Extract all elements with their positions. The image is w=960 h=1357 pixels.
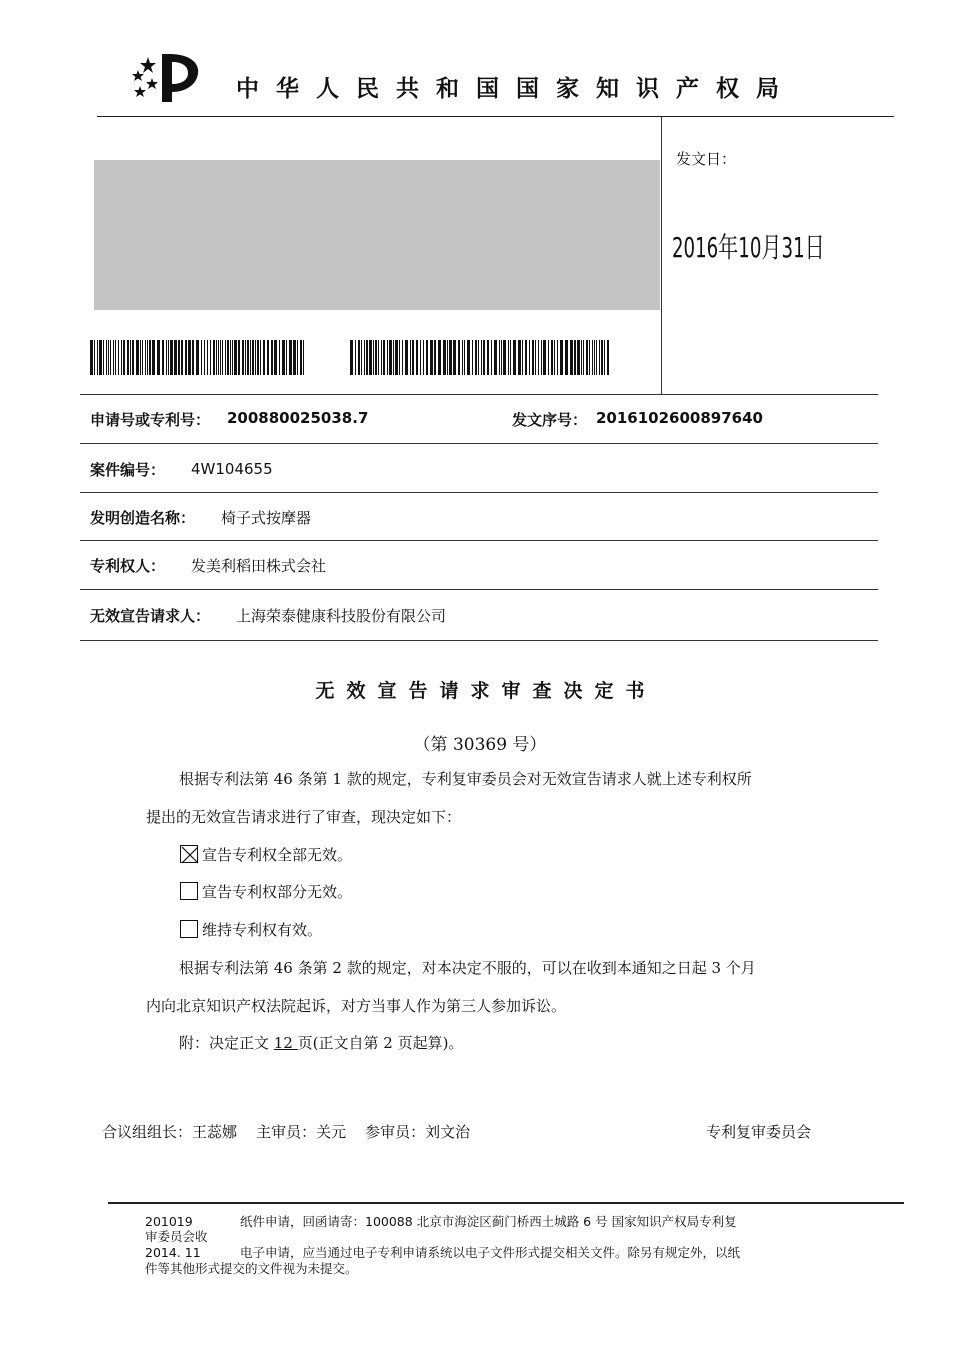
application-number-label: 申请号或专利号：	[90, 411, 211, 429]
rule-2	[80, 443, 878, 444]
barcode-bar	[103, 340, 104, 375]
barcode-bar	[551, 340, 553, 375]
barcode-bar	[601, 340, 603, 375]
barcode-bar	[355, 340, 356, 375]
barcode-bar	[592, 340, 593, 375]
barcode-bar	[395, 340, 398, 375]
attachment-suffix: 页(正文自第 2 页起算)。	[297, 1034, 464, 1052]
footer-code-1: 201019	[145, 1214, 193, 1229]
barcode-bar	[399, 340, 400, 375]
barcode-bar	[152, 340, 155, 375]
barcode-bar	[108, 340, 109, 375]
barcode-bar	[286, 340, 287, 375]
option-label: 宣告专利权部分无效。	[202, 883, 353, 901]
barcode-bar	[378, 340, 379, 375]
barcode-bar	[434, 340, 436, 375]
barcode-bar	[201, 340, 202, 375]
patentee-label: 专利权人：	[90, 557, 166, 575]
rule-3	[80, 492, 878, 493]
barcode-bar	[168, 340, 169, 375]
invention-name-label: 发明创造名称：	[90, 509, 196, 527]
requester-value: 上海荣泰健康科技股份有限公司	[236, 607, 447, 625]
send-date-label: 发文日：	[676, 150, 737, 168]
barcode-bar	[227, 340, 229, 375]
barcode-bar	[157, 340, 160, 375]
barcode-bar	[387, 340, 388, 375]
barcode-bar	[532, 340, 534, 375]
barcode-bar	[250, 340, 251, 375]
barcode-bar	[438, 340, 441, 375]
barcode-bar	[293, 340, 296, 375]
barcode-bar	[535, 340, 536, 375]
application-number-value: 200880025038.7	[227, 409, 369, 427]
barcode-bar	[557, 340, 558, 375]
barcode-bar	[99, 340, 102, 375]
barcode-right	[350, 340, 612, 375]
barcode-bar	[140, 340, 141, 375]
option-label: 维持专利权有效。	[202, 921, 323, 939]
barcode-bar	[393, 340, 394, 375]
barcode-bar	[204, 340, 205, 375]
patentee-value: 发美利稻田株式会社	[191, 557, 327, 575]
barcode-bar	[297, 340, 298, 375]
barcode-bar	[147, 340, 148, 375]
paragraph-2-line-1: 根据专利法第 46 条第 2 款的规定，对本决定不服的，可以在收到本通知之日起 3 个月	[179, 959, 756, 977]
barcode-bar	[289, 340, 292, 375]
barcode-bar	[123, 340, 125, 375]
barcode-bar	[577, 340, 580, 375]
paragraph-1-line-1: 根据专利法第 46 条第 1 款的规定，专利复审委员会对无效宣告请求人就上述专利权所	[179, 770, 752, 788]
empty-box-icon	[180, 882, 198, 900]
doc-serial-value: 2016102600897640	[596, 409, 763, 427]
rule-4	[80, 540, 878, 541]
barcode-bar	[412, 340, 414, 375]
barcode-bar	[581, 340, 582, 375]
barcode-bar	[130, 340, 131, 375]
barcode-bar	[449, 340, 452, 375]
barcode-bar	[230, 340, 231, 375]
barcode-bar	[586, 340, 588, 375]
barcode-bar	[162, 340, 164, 375]
barcode-bar	[513, 340, 516, 375]
barcode-bar	[282, 340, 285, 375]
barcode-bar	[255, 340, 256, 375]
barcode-bar	[426, 340, 428, 375]
paragraph-2-line-2: 内向北京知识产权法院起诉，对方当事人作为第三人参加诉讼。	[146, 997, 567, 1015]
barcode-bar	[210, 340, 211, 375]
barcode-bar	[127, 340, 129, 375]
office-title: 中华人民共和国国家知识产权局	[236, 76, 796, 102]
barcode-bar	[234, 340, 237, 375]
barcode-bar	[494, 340, 497, 375]
barcode-bar	[274, 340, 277, 375]
footer-note-2-line-1: 电子申请，应当通过电子专利申请系统以电子文件形式提交相关文件。除另有规定外，以纸	[240, 1245, 741, 1260]
barcode-bar	[373, 340, 374, 375]
barcode-bar	[225, 340, 226, 375]
barcode-bar	[381, 340, 382, 375]
barcode-bar	[263, 340, 265, 375]
barcode-bar	[518, 340, 521, 375]
barcode-bar	[529, 340, 530, 375]
rule-1	[80, 394, 878, 395]
case-number-value: 4W104655	[191, 460, 273, 478]
option-label: 宣告专利权全部无效。	[202, 846, 353, 864]
barcode-bar	[410, 340, 411, 375]
barcode-bar	[560, 340, 563, 375]
barcode-bar	[491, 340, 492, 375]
barcode-bar	[423, 340, 424, 375]
barcode-bar	[499, 340, 500, 375]
attachment-page-count: 12	[273, 1034, 298, 1052]
barcode-bar	[170, 340, 173, 375]
empty-box-icon	[180, 920, 198, 938]
barcode-bar	[508, 340, 509, 375]
barcode-left	[90, 340, 306, 375]
barcode-bar	[358, 340, 360, 375]
panel-members: 合议组组长：王蕊娜 主审员：关元 参审员：刘文治	[102, 1123, 471, 1141]
barcode-bar	[510, 340, 511, 375]
barcode-bar	[207, 340, 208, 375]
barcode-bar	[487, 340, 489, 375]
barcode-bar	[522, 340, 523, 375]
barcode-bar	[257, 340, 259, 375]
barcode-bar	[115, 340, 116, 375]
barcode-bar	[462, 340, 463, 375]
barcode-bar	[594, 340, 595, 375]
barcode-bar	[458, 340, 460, 375]
barcode-bar	[113, 340, 114, 375]
barcode-bar	[213, 340, 215, 375]
barcode-bar	[543, 340, 546, 375]
barcode-bar	[369, 340, 372, 375]
barcode-bar	[90, 340, 93, 375]
date-divider	[661, 117, 662, 394]
barcode-bar	[467, 340, 470, 375]
barcode-bar	[389, 340, 392, 375]
barcode-bar	[242, 340, 244, 375]
paragraph-1-line-2: 提出的无效宣告请求进行了审查，现决定如下：	[146, 808, 462, 826]
barcode-bar	[106, 340, 107, 375]
barcode-bar	[252, 340, 254, 375]
barcode-bar	[596, 340, 597, 375]
barcode-bar	[196, 340, 199, 375]
barcode-bar	[475, 340, 477, 375]
barcode-bar	[364, 340, 365, 375]
barcode-bar	[166, 340, 167, 375]
barcode-bar	[420, 340, 421, 375]
rule-6	[80, 640, 878, 641]
barcode-bar	[300, 340, 302, 375]
barcode-bar	[375, 340, 377, 375]
barcode-bar	[232, 340, 233, 375]
barcode-bar	[192, 340, 194, 375]
barcode-bar	[178, 340, 180, 375]
barcode-bar	[589, 340, 590, 375]
doc-serial-label: 发文序号：	[512, 411, 588, 429]
barcode-bar	[402, 340, 403, 375]
barcode-bar	[188, 340, 191, 375]
barcode-bar	[181, 340, 183, 375]
attachment-note	[179, 1032, 463, 1053]
case-number-label: 案件编号：	[90, 461, 166, 479]
barcode-bar	[260, 340, 261, 375]
attachment-prefix: 附：决定正文	[179, 1034, 274, 1052]
barcode-bar	[118, 340, 119, 375]
barcode-bar	[174, 340, 177, 375]
barcode-bar	[121, 340, 122, 375]
barcode-bar	[216, 340, 217, 375]
send-date-value: 2016年10月31日	[672, 231, 825, 264]
barcode-bar	[279, 340, 280, 375]
header-rule	[97, 116, 894, 117]
barcode-bar	[447, 340, 448, 375]
footer-code-2: 2014. 11	[145, 1245, 201, 1260]
barcode-bar	[405, 340, 408, 375]
decision-title: 无效宣告请求审查决定书	[315, 680, 657, 702]
barcode-bar	[430, 340, 433, 375]
barcode-bar	[483, 340, 485, 375]
barcode-bar	[149, 340, 151, 375]
cnipa-emblem-icon	[128, 52, 202, 104]
barcode-bar	[472, 340, 473, 375]
barcode-bar	[503, 340, 506, 375]
barcode-bar	[132, 340, 134, 375]
barcode-bar	[599, 340, 600, 375]
barcode-bar	[110, 340, 111, 375]
barcode-bar	[383, 340, 385, 375]
barcode-bar	[94, 340, 95, 375]
rule-5	[80, 589, 878, 590]
barcode-bar	[554, 340, 555, 375]
barcode-bar	[145, 340, 146, 375]
barcode-bar	[222, 340, 223, 375]
barcode-bar	[570, 340, 573, 375]
footer-note-1-line-2: 审委员会收	[145, 1229, 208, 1244]
barcode-bar	[245, 340, 246, 375]
barcode-bar	[366, 340, 368, 375]
invention-name-value: 椅子式按摩器	[221, 509, 312, 527]
barcode-bar	[453, 340, 456, 375]
barcode-bar	[416, 340, 418, 375]
barcode-bar	[238, 340, 240, 375]
barcode-bar	[303, 340, 304, 375]
footer-note-2-line-2: 件等其他形式提交的文件视为未提交。	[145, 1261, 358, 1276]
barcode-bar	[565, 340, 568, 375]
barcode-bar	[185, 340, 187, 375]
barcode-bar	[271, 340, 273, 375]
barcode-bar	[478, 340, 479, 375]
barcode-bar	[267, 340, 269, 375]
barcode-bar	[247, 340, 249, 375]
footer-note-1-line-1: 纸件申请，回函请寄：100088 北京市海淀区蓟门桥西土城路 6 号 国家知识产权局专利复	[240, 1214, 737, 1229]
barcode-bar	[574, 340, 576, 375]
issuing-office: 专利复审委员会	[706, 1123, 812, 1141]
barcode-bar	[538, 340, 539, 375]
barcode-bar	[142, 340, 143, 375]
barcode-bar	[481, 340, 482, 375]
requester-label: 无效宣告请求人：	[90, 607, 211, 625]
barcode-bar	[525, 340, 527, 375]
barcode-bar	[583, 340, 584, 375]
checked-box-icon	[180, 845, 198, 863]
barcode-bar	[220, 340, 221, 375]
barcode-bar	[604, 340, 605, 375]
redacted-address-block	[94, 160, 660, 310]
barcode-bar	[218, 340, 219, 375]
barcode-bar	[136, 340, 139, 375]
barcode-bar	[607, 340, 609, 375]
barcode-bar	[464, 340, 465, 375]
footer-rule	[108, 1202, 904, 1204]
barcode-bar	[350, 340, 353, 375]
barcode-bar	[443, 340, 446, 375]
barcode-bar	[97, 340, 98, 375]
barcode-bar	[361, 340, 362, 375]
decision-number: （第 30369 号）	[413, 735, 547, 755]
barcode-bar	[541, 340, 542, 375]
barcode-bar	[501, 340, 502, 375]
barcode-bar	[548, 340, 549, 375]
